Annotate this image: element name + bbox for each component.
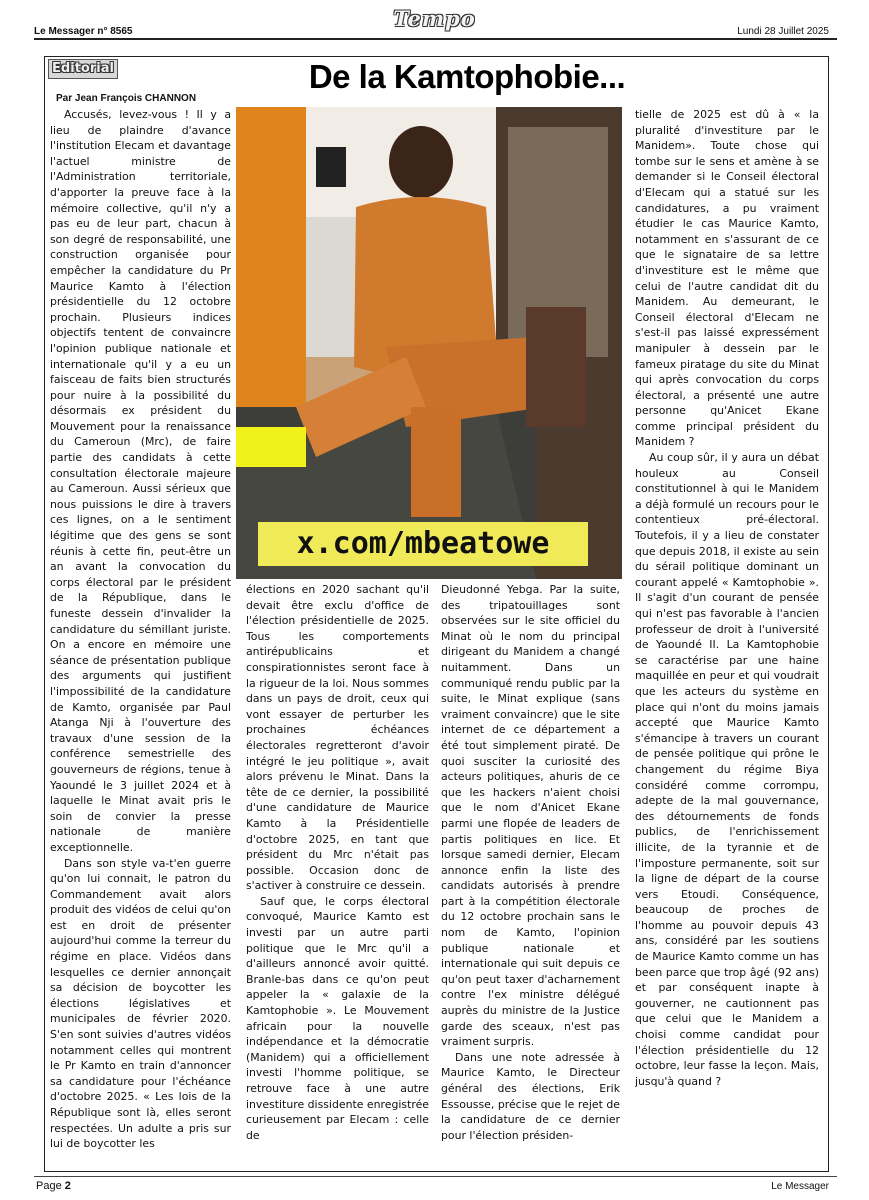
paragraph: Dieudonné Yebga. Par la suite, des tripatouillages sont observées sur le site officiel du Minat où le nom du principal dirigeant du Manidem a changé nuitamment. Dans un communiqué rendu public par la suite, le Minat explique (sans vraiment convaincre) que le site internet de ce département a été tout simplement piraté. De quoi susciter la curiosité des acteurs politiques, ahuris de ce que les hackers n'aient choisi que le nom d'Anicet Ekane parmi une flopée de leaders de partis politiques en lice. Et lorsque samedi dernier, Elecam annonce enfin la liste des candidats autorisés à prendre part à la compétition électorale du 12 octobre prochain sans le nom de Kamto, l'opinion publique nationale et internationale qui suit depuis ce qu'on peut taxer d'acharnement contre l'ex ministre délégué auprès du ministre de la Justice garde des sceaux, n'est pas vraiment surpris. [441, 583, 620, 1049]
photo-illustration [236, 107, 622, 579]
publication-name: Le Messager [771, 1181, 829, 1192]
issue-number: Le Messager n° 8565 [34, 26, 133, 37]
page-label: Page [36, 1180, 62, 1192]
section-title: Tempo [393, 6, 476, 31]
rubric-label: Editorial [48, 59, 118, 79]
paragraph: Dans son style va-t'en guerre qu'on lui connait, le patron du Commandement avait alors produit des vidéos de celui qu'on est en droit de présenter aujourd'hui comme la terreur du régime en place. Vidéos dans lesquelles ce dernier annonçait sa décision de boycotter les élections législatives et municipales de février 2020. S'en sont suivies d'autres vidéos notamment celles qui montrent le Pr Kamto en train d'annoncer sa candidature pour l'échéance d'octobre 2025. « Les lois de la République sont là, elles seront respectées. Un adulte a pris sur lui de boycotter les [50, 856, 231, 1151]
photo-watermark: x.com/mbeatowe [258, 522, 588, 566]
paragraph: Au coup sûr, il y aura un débat houleux au Conseil constitutionnel à qui le Manidem a déjà formulé un recours pour le contentieux pré-électoral. Toutefois, il y a lieu de constater que depuis 2018, il existe au sein du sérail politique dominant un courant appelé « Kamtophobie ». Il s'agit d'un courant de pensée qui n'est pas favorable à l'ancien professeur de droit à l'université de Yaoundé II. La Kamtophobie se caractérise par une haine maquillée en peur et qui voudrait que les acteurs du système en place qui n'ont du moins jamais accepté que Maurice Kamto s'émancipe à travers un courant de pensée politique qui prône le changement du régime Biya considéré comme corrompu, adepte de la mal gouvernance, des détournements de fonds publics, de l'enrichissement illicite, de la tyrannie et de l'imposture permanente, soit sur la ligne de départ de la course vers Etoudi. Conséquence, beaucoup de proches de l'homme au pouvoir depuis 43 ans, considéré par les soutiens de Maurice Kamto comme un has been parce que trop âgé (92 ans) et par conséquent inapte à gouverner, ne cautionnent pas que celui que le Manidem a choisi comme candidat pour l'élection présidentielle du 12 octobre, leur fasse la leçon. Mais, jusqu'à quand ? [635, 451, 819, 1088]
page-number-value: 2 [64, 1180, 71, 1192]
paragraph: tielle de 2025 est dû à « la pluralité d'investiture par le Manidem». Toute chose qui tombe sur le sens et amène à se demander si le Conseil électoral d'Elecam qui a statué sur les candidatures, a pu vraiment étudier le cas Maurice Kamto, notamment en s'assurant de ce que le signataire de sa lettre d'investiture est le même que celui de l'autre candidat dit du Manidem. Au demeurant, le Conseil électoral d'Elecam ne s'est-il pas laissé expressément manipuler à dessein par le fameux piratage du site du Minat qui après convocation du corps électoral, a présenté une autre personne qu'Anicet Ekane comme principal président du Manidem ? [635, 108, 819, 449]
article-title: De la Kamtophobie... [308, 58, 626, 95]
column-1 [50, 107, 231, 1173]
header-rule [34, 38, 837, 40]
paragraph: élections en 2020 sachant qu'il devait être exclu d'office de l'élection présidentielle de 2025. Tous les comportements antirépublicains et conspirationnistes seront face à la rigueur de la loi. Nous sommes dans un pays de droit, ceux qui vont essayer de perturber les prochaines échéances électorales regretteront d'avoir intégré le jeu politique », avait alors prévenu le Minat. Dans la tête de ce dernier, la possibilité d'une candidature de Maurice Kamto à la Présidentielle d'octobre 2025, en tant que président du Mrc n'était pas possible. Occasion donc de s'activer à construire ce dessein. [246, 583, 429, 893]
paragraph: Dans une note adressée à Maurice Kamto, le Directeur général des élections, Erik Essousse, précise que le rejet de la candidature de ce dernier pour l'élection présiden- [441, 1050, 620, 1142]
article-photo [236, 107, 622, 579]
column-2 [246, 582, 429, 1174]
column-3 [441, 582, 620, 1174]
column-4 [635, 107, 819, 1173]
issue-date: Lundi 28 Juillet 2025 [737, 26, 829, 37]
page-number [36, 1180, 71, 1192]
paragraph: Sauf que, le corps électoral convoqué, Maurice Kamto est investi par un autre parti politique que le Mrc qu'il a d'ailleurs annoncé avoir quitté. Branle-bas dans ce qu'on peut appeler la « galaxie de la Kamtophobie ». Le Mouvement africain pour la nouvelle indépendance et la démocratie (Manidem) qui a officiellement investi l'homme politique, se retrouve face à une autre investiture dissidente enregistrée curieusement par Elecam : celle de [246, 894, 429, 1142]
byline: Par Jean François CHANNON [56, 93, 197, 104]
paragraph: Accusés, levez-vous ! Il y a lieu de plaindre d'avance l'institution Elecam et davantage l'actuel ministre de l'Administration territoriale, d'apporter la preuve face à la mémoire collective, qu'il n'y a pas eu de leur part, chacun à son degré de responsabilité, une construction organisée pour empêcher la candidature du Pr Maurice Kamto à l'élection présidentielle du 12 octobre prochain. Plusieurs indices objectifs tentent de convaincre l'opinion publique nationale et internationale qu'il y a eu un faisceau de faits bien structurés pour nuire à la possibilité du désormais ex président du Mouvement pour la renaissance du Cameroun (Mrc), de faire partie des candidats à cette consultation électorale majeure au Cameroun. Aussi sérieux que nous puissions le dire à travers ces lignes, on a le sentiment légitime que des gens se sont réunis à cette fin, peut-être un an avant la convocation du corps électoral par le président de la République, dans le funeste dessein d'invalider la candidature du sémillant juriste. On a encore en mémoire une séance de présentation publique des arguments qui justifient l'impossibilité de la candidature de Kamto, organisée par Paul Atanga Nji à l'ouverture des travaux d'une session de la conférence semestrielle des gouverneurs de régions, tenue à Yaoundé le 3 juillet 2024 et à laquelle le Minat avait pris le soin de convier la presse nationale de manière exceptionnelle. [50, 108, 231, 854]
footer-rule [34, 1176, 837, 1177]
